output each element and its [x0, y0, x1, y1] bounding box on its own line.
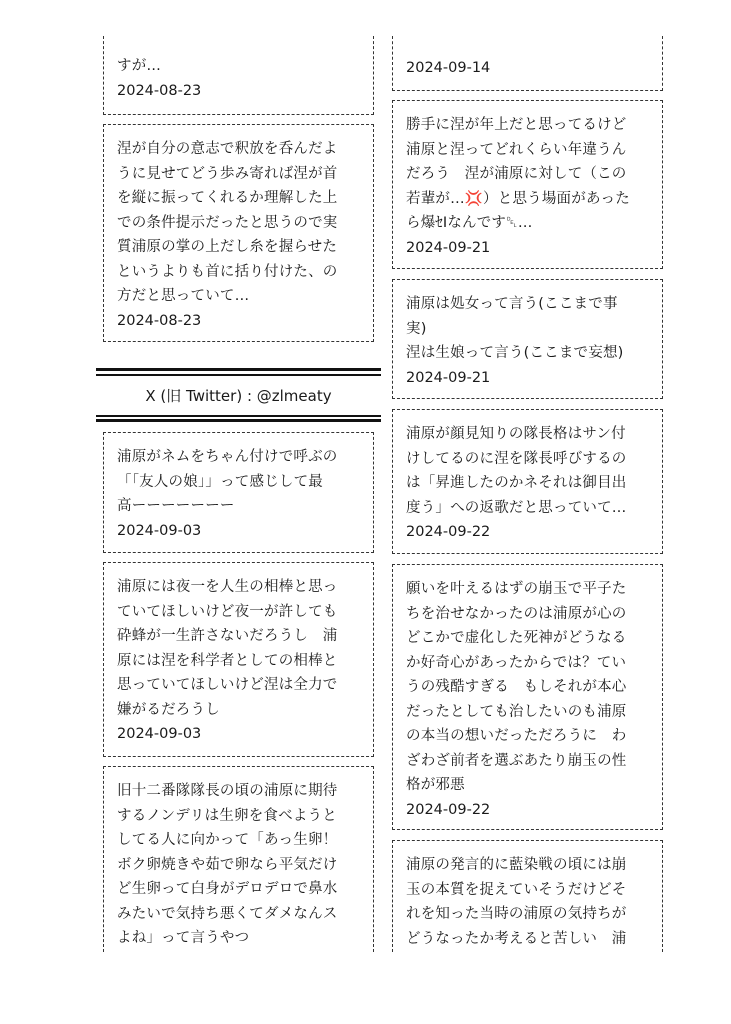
- post-text: 涅が自分の意志で釈放を呑んだよ うに見せてどう歩み寄れば涅が首 を縦に振ってくれるか理解した上 での条件提示だったと思うので実 質浦原の掌の上だし糸を握らせた というよりも首に括り付けた、の 方だと思っていて…: [117, 141, 338, 304]
- post-card: [103, 36, 374, 115]
- post-card: [392, 840, 663, 952]
- post-date: 2024-09-22: [406, 524, 491, 540]
- post-card: [103, 124, 374, 342]
- post-card: [392, 36, 663, 91]
- post-card: [103, 562, 374, 757]
- divider: [96, 368, 381, 371]
- account-handle: X (旧 Twitter) : @zlmeaty: [145, 387, 332, 405]
- post-date: 2024-08-23: [117, 82, 202, 99]
- post-text: 浦原には夜一を人生の相棒と思っ ていてほしいけど夜一が許しても 砕蜂が一生許さないだろうし 浦 原には涅を科学者としての相棒と 思っていてほしいけど涅は全力で 嫌がるだろうし: [117, 579, 338, 718]
- post-text: 浦原がネムをちゃん付けで呼ぶの 「「友人の娘」」って感じして最 高ーーーーーーー: [117, 449, 338, 514]
- post-date: 2024-08-23: [117, 312, 202, 329]
- post-card: [103, 432, 374, 553]
- post-date: 2024-09-03: [117, 522, 202, 539]
- post-date: 2024-09-14: [406, 60, 491, 76]
- divider: [96, 374, 381, 376]
- divider: [96, 419, 381, 422]
- post-date: 2024-09-21: [406, 239, 491, 256]
- post-text: すが…: [117, 58, 162, 74]
- post-date: 2024-09-03: [117, 726, 202, 742]
- post-date: 2024-09-22: [406, 801, 491, 818]
- section-header: [96, 368, 381, 424]
- divider: [96, 415, 381, 417]
- post-text: 願いを叶えるはずの崩玉で平子た ちを治せなかったのは浦原が心の どこかで虚化した死神がどうなる か好奇心があったからでは？てい うの残酷すぎる もしそれが本心 だったとしても治したいのも浦原 の本当の想いだっただろうに わ ざわざ前者を選ぶあたり崩玉の性 格が邪悪: [406, 581, 627, 793]
- post-date: 2024-09-21: [406, 369, 491, 386]
- post-card: [392, 564, 663, 830]
- post-card: [103, 766, 374, 952]
- post-card: [392, 279, 663, 399]
- post-text: 浦原は処女って言う(ここまで事 実) 涅は生娘って言う(ここまで妄想): [406, 296, 624, 361]
- post-text: 浦原が顔見知りの隊長格はサン付 けしてるのに涅を隊長呼びするの は「昇進したのかネそれは御目出 度う」への返歌だと思っていて…: [406, 426, 627, 516]
- post-card: [392, 409, 663, 554]
- post-text: 旧十二番隊隊長の頃の浦原に期待 するノンデリは生卵を食べようと してる人に向かって「あっ生卵！ ボク卵焼きや茹で卵なら平気だけ ど生卵って白身がデロデロで鼻水 みたいで気持ち悪くてダメなんス よね」って言うやつ: [117, 783, 338, 946]
- post-text: 浦原の発言的に藍染戦の頃には崩 玉の本質を捉えていそうだけどそ れを知った当時の浦原の気持ちが どうなったか考えると苦しい 浦: [406, 857, 627, 947]
- post-text: 勝手に涅が年上だと思ってるけど 浦原と涅ってどれくらい年違うん だろう 涅が浦原に対して（この 若輩が…💢）と思う場面があった ら爆ｾIなんです␡…: [406, 117, 630, 231]
- post-card: [392, 100, 663, 269]
